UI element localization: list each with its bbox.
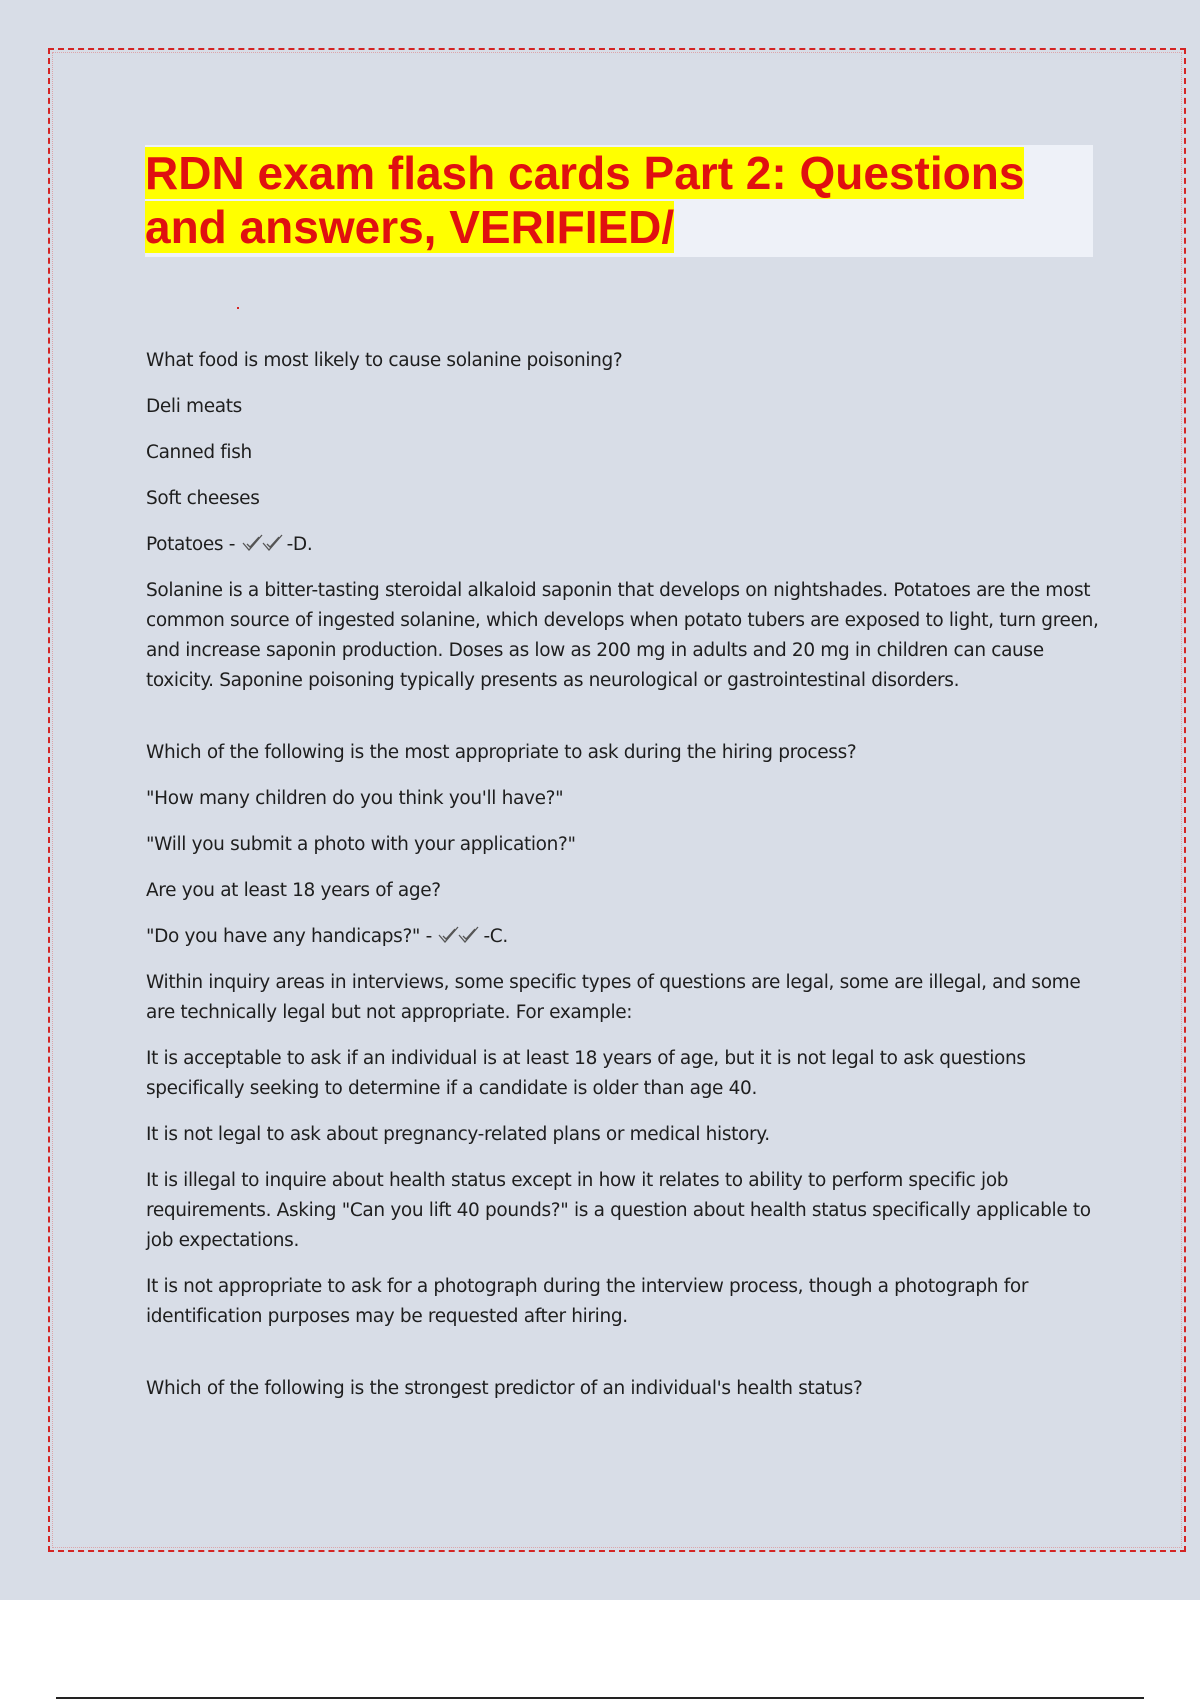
- document-title: [145, 146, 1093, 254]
- question-1: What food is most likely to cause solanine poisoning?: [146, 350, 623, 371]
- q2-explanation-1: Within inquiry areas in interviews, some specific types of questions are legal, some are illegal, and some are technically legal but not appropriate. For example:: [146, 972, 1081, 1023]
- q1-option-d: Potatoes -: [146, 534, 236, 555]
- q2-explanation-4: It is illegal to inquire about health status except in how it relates to ability to perform specific job requirements. Asking "Can you lift 40 pounds?" is a question about health status specifically applicable to job expectations.: [146, 1170, 1091, 1251]
- question-2: Which of the following is the most appropriate to ask during the hiring process?: [146, 742, 857, 763]
- q1-option-c: Soft cheeses: [146, 488, 260, 509]
- title-line-2: and answers, VERIFIED/: [145, 201, 675, 253]
- q1-explanation: Solanine is a bitter-tasting steroidal alkaloid saponin that develops on nightshades. Potatoes are the most common source of ingested solanine, which develops when potato tubers are exposed to light, turn green, and increase saponin production. Doses as low as 200 mg in adults and 20 mg in children can cause toxicity. Saponine poisoning typically presents as neurological or gastrointestinal disorders.: [146, 580, 1099, 691]
- q1-option-b: Canned fish: [146, 442, 252, 463]
- q1-option-d-line: [146, 530, 1101, 560]
- double-check-icon: [241, 533, 287, 553]
- q2-explanation-3: It is not legal to ask about pregnancy-related plans or medical history.: [146, 1124, 770, 1145]
- footer-rule: [56, 1697, 1144, 1699]
- q2-option-b: "Will you submit a photo with your application?": [146, 834, 576, 855]
- dot-mark: [237, 307, 239, 309]
- q2-explanation-5: It is not appropriate to ask for a photograph during the interview process, though a photograph for identification purposes may be requested after hiring.: [146, 1276, 1029, 1327]
- title-line-1: RDN exam flash cards Part 2: Questions: [145, 147, 1025, 199]
- q2-explanation-2: It is acceptable to ask if an individual is at least 18 years of age, but it is not legal to ask questions specifically seeking to determine if a candidate is older than age 40.: [146, 1048, 1026, 1099]
- q2-option-a: "How many children do you think you'll have?": [146, 788, 564, 809]
- q2-option-d: "Do you have any handicaps?" -: [146, 926, 432, 947]
- q2-answer: -C.: [483, 926, 508, 947]
- document-body: [146, 346, 1101, 1420]
- question-3: Which of the following is the strongest predictor of an individual's health status?: [146, 1378, 863, 1399]
- q2-option-c: Are you at least 18 years of age?: [146, 880, 441, 901]
- q1-option-a: Deli meats: [146, 396, 242, 417]
- q2-option-d-line: [146, 922, 1101, 952]
- double-check-icon: [437, 925, 483, 945]
- q1-answer: -D.: [286, 534, 313, 555]
